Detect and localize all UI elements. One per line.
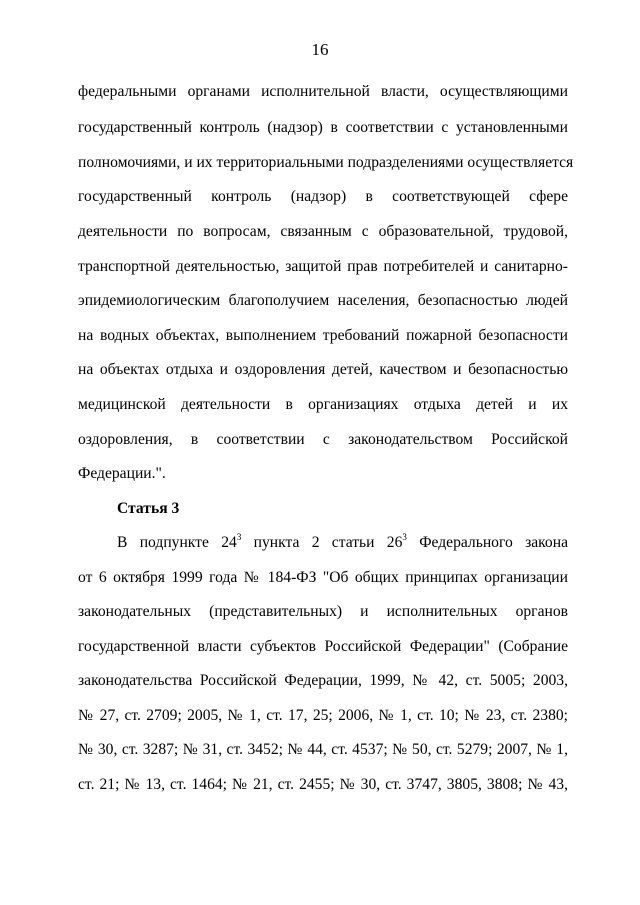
superscript: 3 xyxy=(402,532,407,542)
text-line: законодательства Российской Федерации, 1999, № 42, ст. 5005; 2003, xyxy=(78,672,568,689)
text-fragment: В подпункте 24 xyxy=(117,534,237,551)
article-heading: Статья 3 xyxy=(117,500,180,517)
text-line: от 6 октября 1999 года № 184-ФЗ "Об общих принципах организации xyxy=(78,569,568,586)
text-line: № 27, ст. 2709; 2005, № 1, ст. 17, 25; 2006, № 1, ст. 10; № 23, ст. 2380; xyxy=(78,707,568,724)
superscript: 3 xyxy=(236,532,242,542)
text-fragment: пункта 2 статьи 26 xyxy=(241,534,403,551)
text-line: федеральными органами исполнительной власти, осуществляющими xyxy=(78,83,568,100)
text-fragment: Федерального закона xyxy=(406,534,568,551)
text-line xyxy=(117,533,568,553)
text-line: № 30, ст. 3287; № 31, ст. 3452; № 44, ст. 4537; № 50, ст. 5279; 2007, № 1, xyxy=(78,741,568,758)
text-line: Федерации.". xyxy=(78,465,166,482)
text-line: полномочиями, и их территориальными подразделениями осуществляется xyxy=(78,154,574,171)
text-line: эпидемиологическим благополучием населения, безопасностью людей xyxy=(78,292,568,309)
text-line: на водных объектах, выполнением требований пожарной безопасности xyxy=(78,327,568,344)
text-line: деятельности по вопросам, связанным с образовательной, трудовой, xyxy=(78,223,568,240)
text-line: на объектах отдыха и оздоровления детей, качеством и безопасностью xyxy=(78,361,568,378)
text-line: законодательных (представительных) и исполнительных органов xyxy=(78,603,568,620)
text-line: транспортной деятельностью, защитой прав потребителей и санитарно- xyxy=(78,258,568,275)
text-line: государственной власти субъектов Российской Федерации" (Собрание xyxy=(78,638,568,655)
text-line: оздоровления, в соответствии с законодательством Российской xyxy=(78,431,568,448)
text-line: государственный контроль (надзор) в соответствии с установленными xyxy=(78,119,568,136)
text-line: медицинской деятельности в организациях отдыха детей и их xyxy=(78,396,568,413)
page-number: 16 xyxy=(311,40,329,59)
text-line: ст. 21; № 13, ст. 1464; № 21, ст. 2455; № 30, ст. 3747, 3805, 3808; № 43, xyxy=(78,776,568,793)
text-line: государственный контроль (надзор) в соответствующей сфере xyxy=(78,188,568,205)
